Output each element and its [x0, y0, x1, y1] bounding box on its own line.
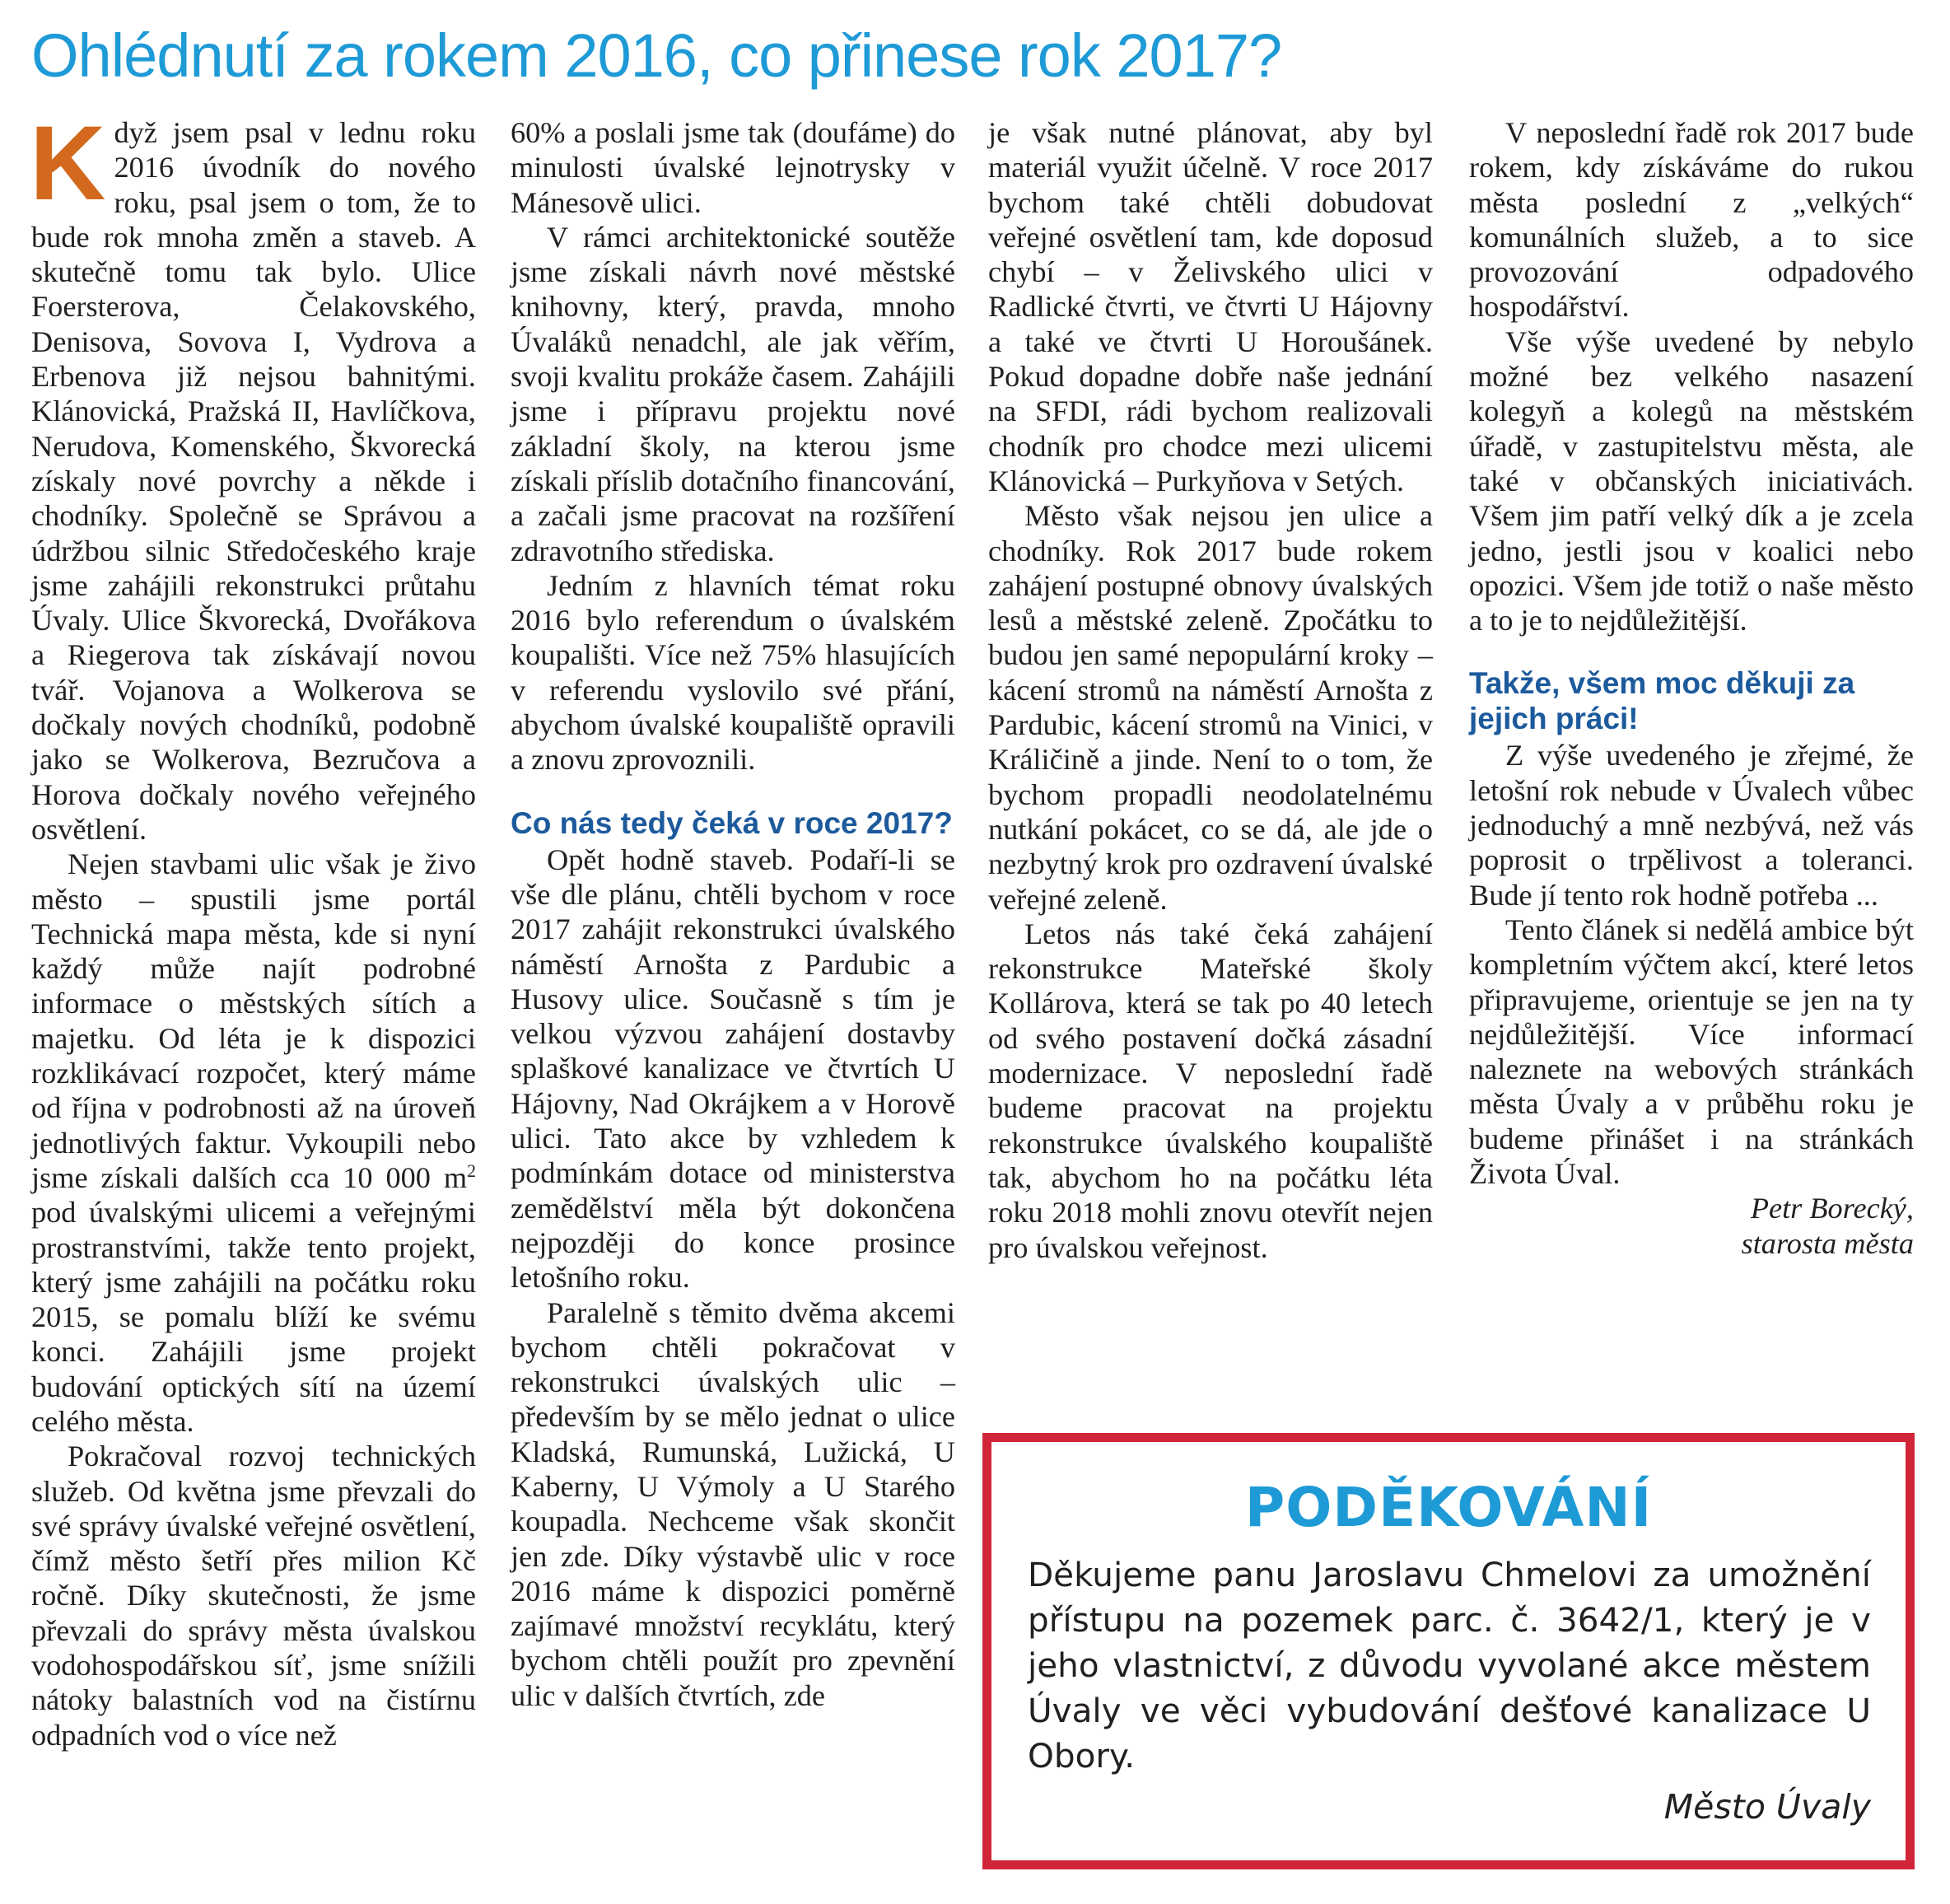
- section-heading: Co nás tedy čeká v roce 2017?: [511, 805, 953, 840]
- thanks-box-signature: Město Úvaly: [1663, 1787, 1871, 1827]
- thanks-box: [982, 1433, 1915, 1869]
- paragraph: Pokračoval rozvoj technických služeb. Od května jsme převzali do své správy úvalské veřejné osvětlení, čímž město šetří přes milion Kč ročně. Díky skutečnosti, že jsme převzali do správy města úvalskou vodohospodářskou síť, jsme snížili nátoky balastních vod na čistírnu odpadních vod o více než: [31, 1440, 476, 1752]
- paragraph-text: Nejen stavbami ulic však je živo město – spustili jsme portál Technická mapa města, kde si nyní každý může najít podrobné informace o městských sítích a majetku. Od léta je k dispozici rozklikávací rozpočet, který máme od října v podrobnosti až na úroveň jednotlivých faktur. Vykoupili nebo jsme získali dalších cca 10 000 m: [31, 847, 476, 1194]
- paragraph: Město však nejsou jen ulice a chodníky. Rok 2017 bude rokem zahájení postupné obnovy úvalských lesů a městské zeleně. Zpočátku to budou jen samé nepopulární kroky – kácení stromů na náměstí Arnošta z Pardubic, kácení stromů na Vinici, v Králičině a jinde. Není to o tom, že bychom propadli neodolatelnému nutkání pokácet, co se dá, ale jde o nezbytný krok pro ozdravení úvalské veřejné zeleně.: [988, 499, 1433, 916]
- article-title: Ohlédnutí za rokem 2016, co přinese rok 2017?: [31, 21, 1282, 90]
- paragraph: [31, 847, 476, 1439]
- paragraph-text: pod úvalskými ulicemi a veřejnými prostranstvími, takže tento projekt, který jsme zahájili na počátku roku 2015, se pomalu blíží ke svému konci. Zahájili jsme projekt budování optických sítí na území celého města.: [31, 1196, 476, 1438]
- drop-cap: K: [30, 105, 106, 222]
- paragraph: Tento článek si nedělá ambice být kompletním výčtem akcí, které letos připravujeme, orientuje se jen na ty nejdůležitější. Více informací naleznete na webových stránkách města Úvaly a v průběhu roku je budeme přinášet i na stránkách Života Úval.: [1469, 912, 1914, 1191]
- article-column-2: [511, 115, 955, 1713]
- paragraph: V neposlední řadě rok 2017 bude rokem, kdy získáváme do rukou města poslední z „velkých“ komunálních služeb, a to sice provozování odpadového hospodářství.: [1469, 116, 1914, 324]
- thanks-box-title: PODĚKOVÁNÍ: [1244, 1476, 1653, 1539]
- article-column-1: [30, 105, 476, 1752]
- article-column-4: [1469, 115, 1914, 1261]
- paragraph: [30, 105, 476, 847]
- paragraph: 60% a poslali jsme tak (doufáme) do minulosti úvalské lejnotrysky v Mánesově ulici.: [511, 116, 955, 219]
- paragraph: Opět hodně staveb. Podaří-li se vše dle plánu, chtěli bychom v roce 2017 zahájit rekonstrukci úvalského náměstí Arnošta z Pardubic a Husovy ulice. Současně s tím je velkou výzvou zahájení dostavby splaškové kanalizace ve čtvrtích U Hájovny, Nad Okrájkem a v Horově ulici. Tato akce by vzhledem k podmínkám dotace od ministerstva zemědělství měla být dokončena nejpozději do konce prosince letošního roku.: [511, 842, 955, 1295]
- paragraph: Vše výše uvedené by nebylo možné bez velkého nasazení kolegyň a kolegů na městském úřadě, v zastupitelstvu města, ale také v občanských iniciativách. Všem jim patří velký dík a je zcela jedno, jestli jsou v koalici nebo opozici. Všem jde totiž o naše město a to je to nejdůležitější.: [1469, 324, 1914, 637]
- paragraph-text: dyž jsem psal v lednu roku 2016 úvodník do nového roku, psal jsem o tom, že to bude rok mnoha změn a staveb. A skutečně tomu tak bylo. Ulice Foersterova, Čelakovského, Denisova, Sovova I, Vydrova a Erbenova již nejsou bahnitými. Klánovická, Pražská II, Havlíčkova, Nerudova, Komenského, Škvorecká získaly nové povrchy a někde i chodníky. Společně se Správou a údržbou silnic Středočeského kraje jsme zahájili rekonstrukci průtahu Úvaly. Ulice Škvorecká, Dvořákova a Riegerova tak získávají novou tvář. Vojanova a Wolkerova se dočkaly nových chodníků, podobně jako se Wolkerova, Bezručova a Horova dočkaly nového veřejného osvětlení.: [31, 116, 476, 846]
- paragraph: je však nutné plánovat, aby byl materiál využit účelně. V roce 2017 bychom také chtěli dobudovat veřejné osvětlení tam, kde doposud chybí – v Želivského ulici v Radlické čtvrti, ve čtvrti U Hájovny a také ve čtvrti U Horoušánek. Pokud dopadne dobře naše jednání na SFDI, rádi bychom realizovali chodník pro chodce mezi ulicemi Klánovická – Purkyňova v Setých.: [988, 116, 1433, 497]
- paragraph: V rámci architektonické soutěže jsme získali návrh nové městské knihovny, který, pravda, mnoho Úvaláků nenadchl, ale jak věřím, svoji kvalitu prokáže časem. Zahájili jsme i přípravu projektu nové základní školy, na kterou jsme získali příslib dotačního financování, a začali jsme pracovat na rozšíření zdravotního střediska.: [511, 220, 955, 567]
- paragraph: Z výše uvedeného je zřejmé, že letošní rok nebude v Úvalech vůbec jednoduchý a mně nezbývá, než vás poprosit o trpělivost a toleranci. Bude jí tento rok hodně potřeba ...: [1469, 739, 1914, 912]
- author-name: Petr Borecký,: [1750, 1192, 1914, 1225]
- paragraph: Letos nás také čeká zahájení rekonstrukce Mateřské školy Kollárova, která se tak po 40 letech od svého postavení dočká zásadní modernizace. V neposlední řadě budeme pracovat na projektu rekonstrukce úvalského koupaliště tak, abychom ho na počátku léta roku 2018 mohli znovu otevřít nejen pro úvalskou veřejnost.: [988, 917, 1433, 1264]
- section-heading: Takže, všem moc děkuji za jejich práci!: [1469, 666, 1855, 736]
- superscript: 2: [467, 1160, 476, 1181]
- paragraph: Jedním z hlavních témat roku 2016 bylo referendum o úvalském koupališti. Více než 75% hlasujících v referendu vyslovilo své přání, abychom úvalské koupaliště opravili a znovu zprovoznili.: [511, 568, 955, 777]
- paragraph: Paralelně s těmito dvěma akcemi bychom chtěli pokračovat v rekonstrukci úvalských ulic – především by se mělo jednat o ulice Kladská, Rumunská, Lužická, U Kaberny, U Výmoly a U Starého koupadla. Nechceme však skončit jen zde. Díky výstavbě ulic v roce 2016 máme k dispozici poměrně zajímavé množství recyklátu, který bychom chtěli použít pro zpevnění ulic v dalších čtvrtích, zde: [511, 1295, 955, 1712]
- thanks-box-text: Děkujeme panu Jaroslavu Chmelovi za umožnění přístupu na pozemek parc. č. 3642/1, který je v jeho vlastnictví, z důvodu vyvolané akce městem Úvaly ve věci vybudování dešťové kanalizace U Obory.: [1028, 1555, 1871, 1776]
- article-column-3: [988, 115, 1433, 1265]
- author-role: starosta města: [1741, 1226, 1914, 1260]
